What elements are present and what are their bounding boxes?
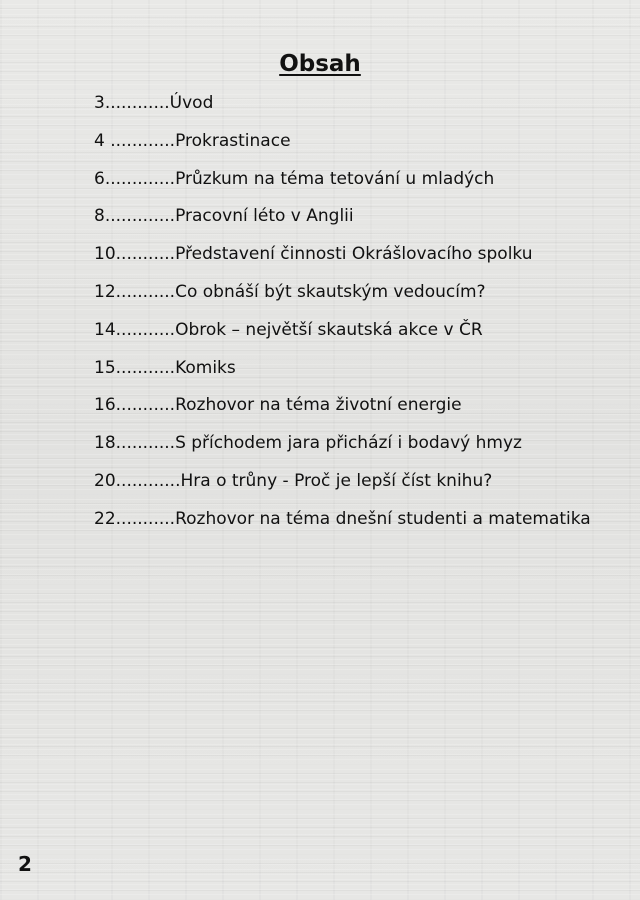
toc-entry: 18...........S příchodem jara přichází i bodavý hmyz: [94, 433, 522, 454]
toc-entry: 8.............Pracovní léto v Anglii: [94, 206, 354, 227]
toc-entry: 10...........Představení činnosti Okrášlovacího spolku: [94, 244, 533, 265]
toc-entry: 3............Úvod: [94, 93, 214, 113]
toc-entry: 22...........Rozhovor na téma dnešní studenti a matematika: [94, 508, 591, 529]
page-title: Obsah: [279, 51, 361, 78]
toc-entry: 12...........Co obnáší být skautským vedoucím?: [94, 281, 486, 302]
toc-entry: 14...........Obrok – největší skautská akce v ČR: [94, 319, 483, 340]
toc-entry: 15...........Komiks: [94, 357, 236, 378]
toc-entry: 16...........Rozhovor na téma životní energie: [94, 395, 462, 416]
table-of-contents: [94, 90, 624, 544]
toc-entry: 4 ............Prokrastinace: [94, 130, 291, 151]
toc-entry: 20............Hra o trůny - Proč je lepší číst knihu?: [94, 470, 493, 491]
toc-entry: 6.............Průzkum na téma tetování u mladých: [94, 168, 495, 189]
page-number: 2: [18, 852, 32, 876]
